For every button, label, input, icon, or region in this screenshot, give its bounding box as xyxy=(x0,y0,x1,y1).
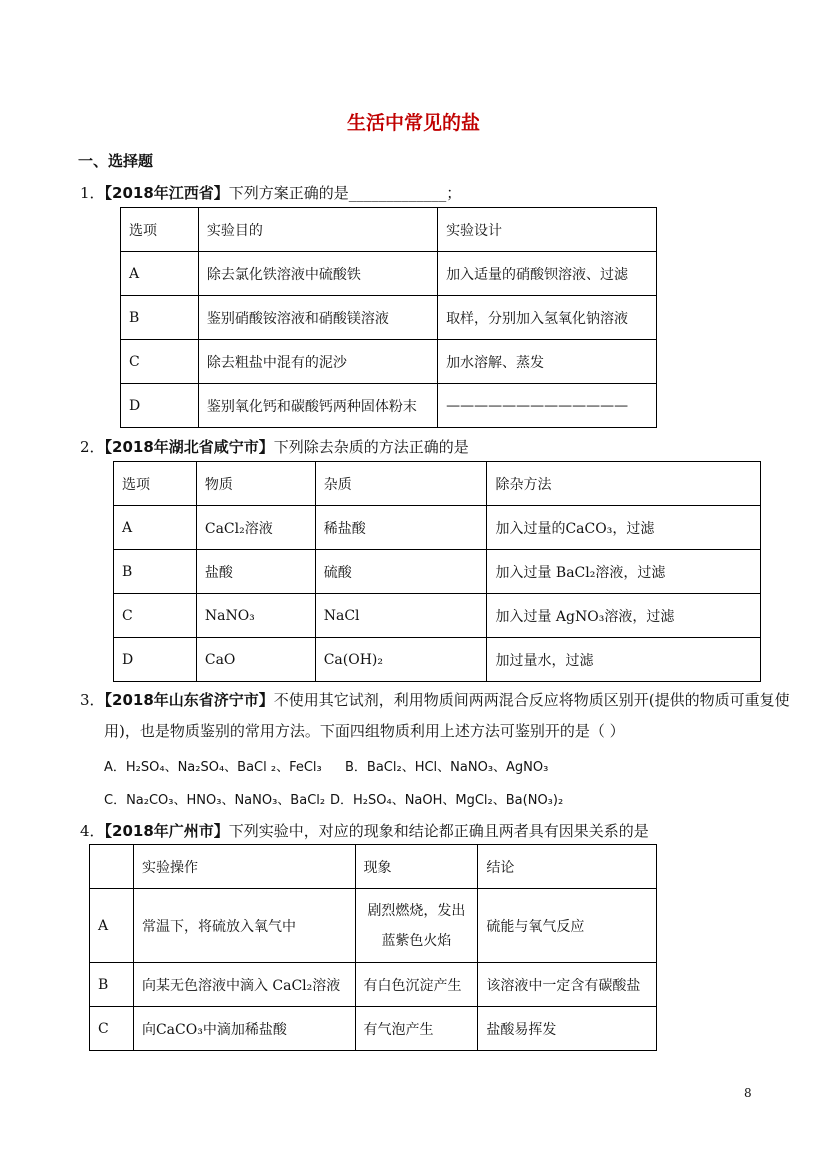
header-cell: 选项 xyxy=(121,208,199,252)
table-cell: 向CaCO₃中滴加稀盐酸 xyxy=(133,1007,355,1051)
table-cell: 加入过量的CaCO₃，过滤 xyxy=(487,506,761,550)
table-row xyxy=(90,963,657,1007)
question-stem-continued: 用)，也是物质鉴别的常用方法。下面四组物质利用上述方法可鉴别开的是（ ） xyxy=(104,722,625,740)
question-number: 2． xyxy=(80,438,105,456)
question-source: 【2018年广州市】 xyxy=(104,822,229,840)
header-cell: 物质 xyxy=(196,462,315,506)
table-row xyxy=(90,1007,657,1051)
header-cell: 实验设计 xyxy=(438,208,657,252)
table-cell: 加入过量 AgNO₃溶液，过滤 xyxy=(487,594,761,638)
table-cell: 除去粗盐中混有的泥沙 xyxy=(198,340,437,384)
table-cell: 鉴别氧化钙和碳酸钙两种固体粉末 xyxy=(198,384,437,428)
table-row xyxy=(121,340,657,384)
header-cell xyxy=(90,845,134,889)
table-cell: D xyxy=(121,384,199,428)
section-heading: 一、选择题 xyxy=(78,152,154,170)
table-row xyxy=(90,889,657,963)
table-cell: 加入过量 BaCl₂溶液，过滤 xyxy=(487,550,761,594)
table-cell: 向某无色溶液中滴入 CaCl₂溶液 xyxy=(133,963,355,1007)
table-cell: CaO xyxy=(196,638,315,682)
table-cell: 硫能与氧气反应 xyxy=(478,889,657,963)
option-b: B．BaCl₂、HCl、NaNO₃、AgNO₃ xyxy=(345,760,549,775)
table-cell: 常温下，将硫放入氧气中 xyxy=(133,889,355,963)
table-cell: D xyxy=(114,638,197,682)
table-cell: 加过量水，过滤 xyxy=(487,638,761,682)
table-cell: B xyxy=(90,963,134,1007)
table-row xyxy=(121,296,657,340)
table-cell: C xyxy=(121,340,199,384)
question-number: 1． xyxy=(80,184,105,202)
table-row xyxy=(121,384,657,428)
question-1 xyxy=(80,182,461,203)
table-cell: 取样，分别加入氢氧化钠溶液 xyxy=(438,296,657,340)
table-cell: 盐酸 xyxy=(196,550,315,594)
table-cell: C xyxy=(90,1007,134,1051)
header-cell: 现象 xyxy=(355,845,478,889)
cell-line: 剧烈燃烧，发出 xyxy=(367,902,466,919)
table-cell: 加入适量的硝酸钡溶液、过滤 xyxy=(438,252,657,296)
table-row xyxy=(121,252,657,296)
table-cell: Ca(OH)₂ xyxy=(315,638,487,682)
table-header-row xyxy=(90,845,657,889)
header-cell: 除杂方法 xyxy=(487,462,761,506)
table-row xyxy=(114,594,761,638)
table-cell xyxy=(355,889,478,963)
question-stem: 下列方案正确的是_____________； xyxy=(228,184,462,202)
question-source: 【2018年山东省济宁市】 xyxy=(104,691,274,709)
table-cell: 有气泡产生 xyxy=(355,1007,478,1051)
question-3 xyxy=(80,689,790,710)
question-4 xyxy=(80,820,649,841)
question-number: 4． xyxy=(80,822,105,840)
question-stem: 下列除去杂质的方法正确的是 xyxy=(273,438,469,456)
table-row xyxy=(114,550,761,594)
table-cell: 稀盐酸 xyxy=(315,506,487,550)
question-number: 3． xyxy=(80,691,105,709)
table-cell: B xyxy=(121,296,199,340)
table-cell: 除去氯化铁溶液中硫酸铁 xyxy=(198,252,437,296)
table-cell: A xyxy=(90,889,134,963)
question-source: 【2018年江西省】 xyxy=(104,184,229,202)
table-row xyxy=(114,638,761,682)
table-row xyxy=(114,506,761,550)
header-cell: 结论 xyxy=(478,845,657,889)
cell-line: 蓝紫色火焰 xyxy=(381,932,452,949)
table-cell: B xyxy=(114,550,197,594)
question-source: 【2018年湖北省咸宁市】 xyxy=(104,438,274,456)
question-2 xyxy=(80,436,469,457)
header-cell: 选项 xyxy=(114,462,197,506)
page-number: 8 xyxy=(744,1086,752,1100)
header-cell: 杂质 xyxy=(315,462,487,506)
header-cell: 实验目的 xyxy=(198,208,437,252)
table-header-row xyxy=(121,208,657,252)
table-cell: NaCl xyxy=(315,594,487,638)
option-d: D．H₂SO₄、NaOH、MgCl₂、Ba(NO₃)₂ xyxy=(330,793,564,808)
header-cell: 实验操作 xyxy=(133,845,355,889)
table-cell: 加水溶解、蒸发 xyxy=(438,340,657,384)
option-c: C．Na₂CO₃、HNO₃、NaNO₃、BaCl₂ xyxy=(104,793,326,808)
question-stem: 不使用其它试剂，利用物质间两两混合反应将物质区别开(提供的物质可重复使 xyxy=(273,691,790,709)
page-title: 生活中常见的盐 xyxy=(346,112,480,134)
table-cell: 硫酸 xyxy=(315,550,487,594)
table-cell: 鉴别硝酸铵溶液和硝酸镁溶液 xyxy=(198,296,437,340)
table-cell: NaNO₃ xyxy=(196,594,315,638)
question-stem: 下列实验中，对应的现象和结论都正确且两者具有因果关系的是 xyxy=(228,822,649,840)
table-cell: C xyxy=(114,594,197,638)
table-cell: A xyxy=(121,252,199,296)
table-q2 xyxy=(113,461,761,682)
table-cell: CaCl₂溶液 xyxy=(196,506,315,550)
table-cell: 该溶液中一定含有碳酸盐 xyxy=(478,963,657,1007)
table-cell: A xyxy=(114,506,197,550)
option-a: A．H₂SO₄、Na₂SO₄、BaCl ₂、FeCl₃ xyxy=(104,760,322,775)
table-cell: 有白色沉淀产生 xyxy=(355,963,478,1007)
table-cell: 盐酸易挥发 xyxy=(478,1007,657,1051)
table-q4 xyxy=(89,844,657,1051)
table-header-row xyxy=(114,462,761,506)
table-cell: ————————————— xyxy=(438,384,657,428)
table-q1 xyxy=(120,207,657,428)
